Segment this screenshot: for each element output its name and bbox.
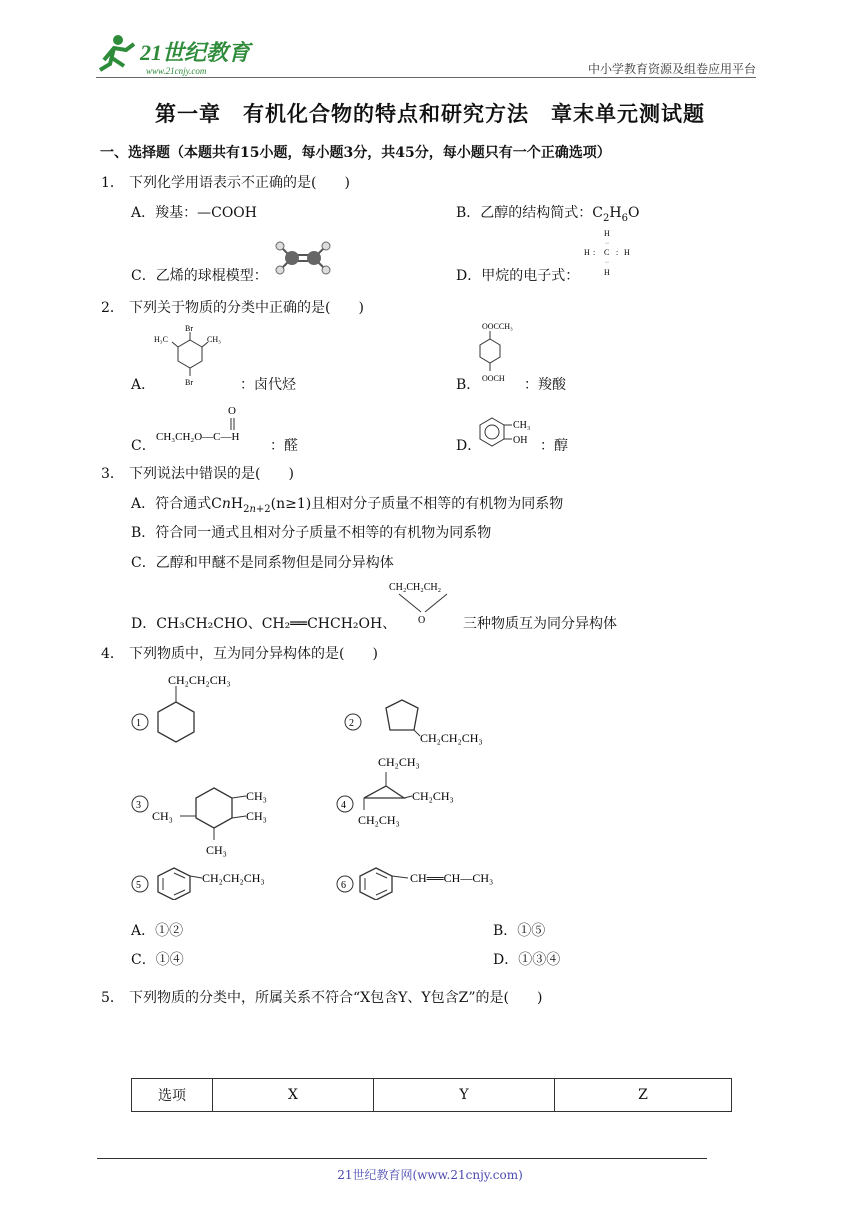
svg-text:O: O	[228, 405, 236, 417]
q2-option-c-label: C．	[131, 438, 156, 454]
svg-text::: :	[616, 248, 619, 257]
structure-5-propylbenzene	[132, 868, 265, 900]
ethyl-formate-structure	[152, 398, 272, 446]
dibromo-xylene-structure	[152, 322, 232, 388]
svg-text:CH₃: CH₃	[513, 420, 531, 431]
q4-option-d: D．①③④	[493, 952, 561, 968]
svg-text:CH₃: CH₃	[206, 843, 227, 857]
svg-text:H: H	[584, 248, 590, 257]
q4-option-c: C．①④	[131, 952, 184, 968]
svg-text:CH₂CH₂CH₃: CH₂CH₂CH₃	[202, 871, 265, 885]
svg-text:CH₂CH₂CH₃: CH₂CH₂CH₃	[420, 731, 483, 745]
svg-text:CH₂CH₂CH₂: CH₂CH₂CH₂	[389, 582, 442, 593]
footer-divider	[97, 1158, 707, 1159]
q3-option-d-prefix: D．CH₃CH₂CHO、CH₂══CHCH₂OH、	[131, 616, 397, 632]
structure-2-propylcyclopentane	[345, 700, 483, 745]
svg-text:O: O	[418, 615, 426, 626]
q2-option-c-text: ：醛	[270, 438, 298, 454]
question-stem: 下列化学用语表示不正确的是( )	[129, 175, 350, 191]
svg-text:OOCCH₃: OOCCH₃	[482, 322, 513, 331]
table-header-cell: Y	[374, 1079, 555, 1112]
svg-text:3: 3	[136, 800, 141, 811]
methane-electron-formula	[582, 228, 638, 280]
svg-text:··: ··	[605, 260, 609, 266]
svg-text:CH₃CH₂O—C—H: CH₃CH₂O—C—H	[156, 431, 240, 443]
logo-url: www.21cnjy.com	[146, 66, 207, 76]
svg-text:CH₃: CH₃	[152, 809, 173, 823]
site-logo	[96, 30, 266, 80]
header-platform-text: 中小学教育资源及组卷应用平台	[587, 62, 756, 76]
svg-text:Br: Br	[185, 324, 193, 333]
isomer-structures	[128, 668, 528, 900]
question-number: 1．	[101, 175, 124, 191]
q5-table	[131, 1078, 732, 1112]
svg-text:OOCH: OOCH	[482, 374, 505, 383]
svg-text:H: H	[604, 268, 610, 277]
svg-text:OH: OH	[513, 435, 528, 446]
svg-text:CH₂CH₃: CH₂CH₃	[412, 789, 454, 803]
logo-text: 21世纪教育	[140, 40, 251, 65]
structure-4-triethylcyclopropane	[337, 755, 454, 827]
question-2: 2． 下列关于物质的分类中正确的是( )	[101, 300, 364, 316]
table-header-row	[132, 1079, 732, 1112]
methylphenol-structure	[474, 414, 544, 450]
structure-1-propylcyclohexane	[132, 673, 231, 742]
table-header-cell: 选项	[132, 1079, 213, 1112]
q1-option-c: C．乙烯的球棍模型：	[131, 268, 268, 284]
q4-option-a: A．①②	[131, 923, 184, 939]
q2-option-b-text: ：羧酸	[524, 377, 566, 393]
section-heading: 一、选择题（本题共有15小题，每小题3分，共45分，每小题只有一个正确选项）	[100, 145, 611, 161]
svg-text:2: 2	[349, 718, 354, 729]
question-3: 3． 下列说法中错误的是( )	[101, 466, 294, 482]
ethylene-ball-stick-model	[270, 238, 336, 278]
table-header-cell: X	[213, 1079, 374, 1112]
svg-text:6: 6	[341, 880, 346, 891]
footer-link[interactable]: 21世纪教育网(www.21cnjy.com)	[337, 1168, 523, 1182]
structure-3-trimethylcyclohexane	[132, 788, 267, 857]
q3-option-d-suffix: 三种物质互为同分异构体	[463, 616, 617, 632]
q2-option-d-text: ：醇	[540, 438, 568, 454]
question-4: 4． 下列物质中，互为同分异构体的是( )	[101, 646, 378, 662]
header-divider	[96, 77, 756, 78]
svg-text:Br: Br	[185, 378, 193, 387]
svg-text:CH₂CH₂CH₃: CH₂CH₂CH₃	[168, 673, 231, 687]
svg-text:1: 1	[136, 718, 141, 729]
structure-6-propenylbenzene	[337, 868, 493, 900]
q1-option-a: A．羧基：—COOH	[131, 205, 257, 221]
question-5: 5． 下列物质的分类中，所属关系不符合“X包含Y、Y包含Z”的是( )	[101, 990, 543, 1006]
svg-text:··: ··	[605, 241, 609, 247]
q2-option-a-label: A．	[131, 377, 156, 393]
svg-text:CH₂CH₃: CH₂CH₃	[358, 813, 400, 827]
svg-text:C: C	[604, 248, 610, 257]
svg-text:4: 4	[341, 800, 346, 811]
q3-option-b: B．符合同一通式且相对分子质量不相等的有机物为同系物	[131, 525, 492, 541]
svg-text:H₃C: H₃C	[154, 335, 168, 344]
svg-text:CH₃: CH₃	[207, 335, 221, 344]
q3-option-c: C．乙醇和甲醚不是同系物但是同分异构体	[131, 555, 394, 571]
svg-text:H: H	[624, 248, 630, 257]
q4-option-b: B．①⑤	[493, 923, 546, 939]
logo-graphic	[96, 30, 266, 80]
question-1	[101, 172, 350, 192]
q1-option-d: D．甲烷的电子式：	[456, 268, 580, 284]
q1-option-b: B．乙醇的结构简式：$C_2H_6O$	[456, 205, 640, 224]
q2-option-b-label: B．	[456, 377, 481, 393]
svg-text:CH₂CH₃: CH₂CH₃	[378, 755, 420, 769]
oxetane-structure	[385, 576, 465, 628]
svg-text:CH══CH—CH₃: CH══CH—CH₃	[410, 871, 494, 885]
table-header-cell: Z	[555, 1079, 732, 1112]
q2-option-d-label: D．	[456, 438, 482, 454]
q2-option-a-text: ：卤代烃	[240, 377, 296, 393]
svg-text:5: 5	[136, 880, 141, 891]
svg-text::: :	[593, 248, 596, 257]
svg-text:CH₃: CH₃	[246, 789, 267, 803]
svg-text:CH₃: CH₃	[246, 809, 267, 823]
page-title: 第一章 有机化合物的特点和研究方法 章末单元测试题	[155, 101, 705, 126]
svg-text:H: H	[604, 229, 610, 238]
q3-option-a: A．符合通式CnH$_{2n+2}$(n≥1)且相对分子质量不相等的有机物为同系物	[131, 496, 564, 515]
